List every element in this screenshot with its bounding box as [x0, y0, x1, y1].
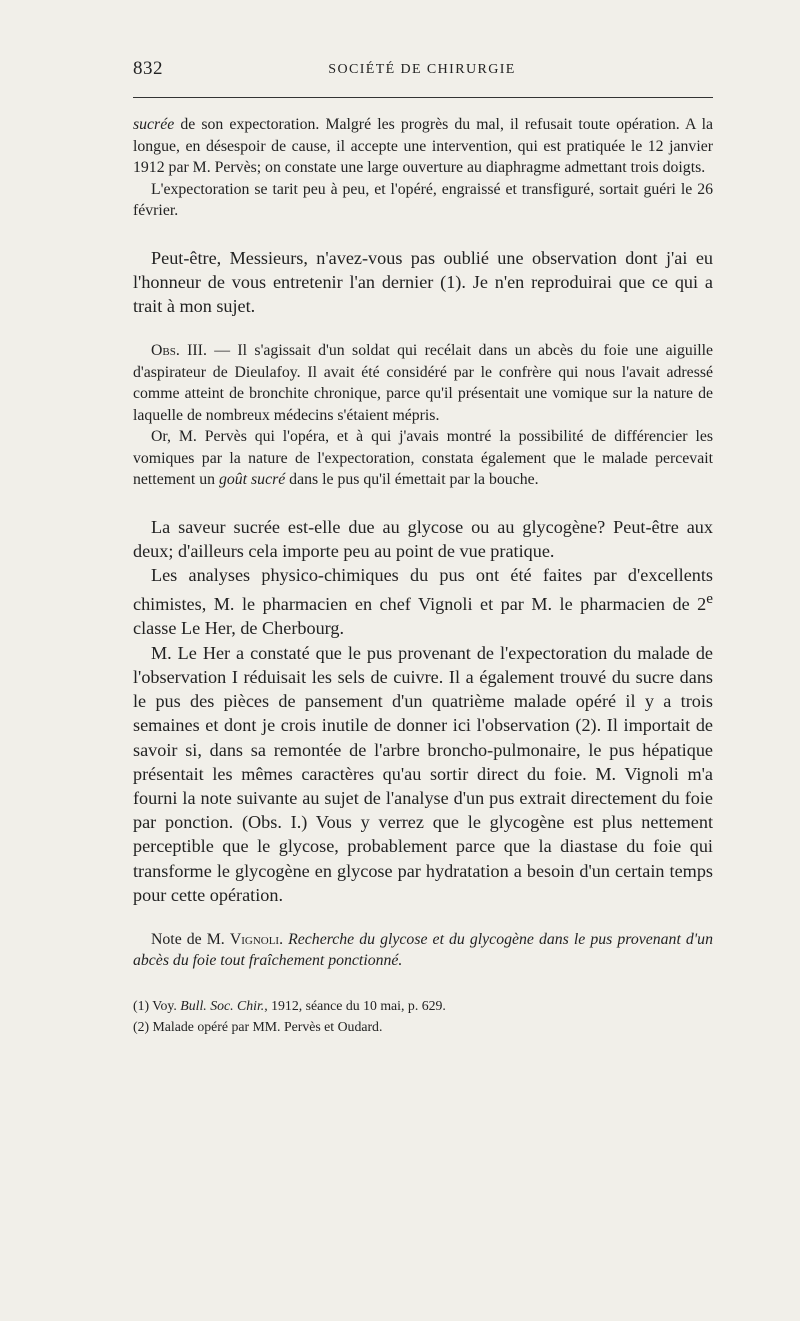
- italic-text: goût sucré: [218, 471, 286, 489]
- note-author: Vignoli: [229, 930, 280, 948]
- paragraph: [133, 114, 713, 179]
- main-text-block: [133, 515, 713, 907]
- paragraph: L'expectoration se tarit peu à peu, et l'opéré, engraissé et transfiguré, sortait guéri le 26 février.: [133, 180, 713, 219]
- paragraph-text: classe Le Her, de Cherbourg.: [133, 618, 345, 639]
- main-text-block: [133, 246, 713, 319]
- paragraph-text: Or, M. Pervès qui l'opéra, et à qui j'avais montré la possibilité de différencier les vomiques par la nature de l'expectoration, constata également que le malade percevait nettement un: [133, 428, 713, 489]
- paragraph: [133, 340, 713, 426]
- paragraph: [133, 563, 713, 641]
- paragraph-text: — Il s'agissait d'un soldat qui recélait dans un abcès du foie une aiguille d'aspirateur de Dieulafoy. Il avait été considéré par le confrère qui nous l'avait adressé comme atteint de bronchite chronique, parce qu'il présentait une vomique sur la nature de laquelle de nombreux médecins s'étaient mépris.: [133, 342, 713, 424]
- italic-text: sucrée: [133, 116, 175, 133]
- paragraph-text: Les analyses physico-chimiques du pus ont été faites par d'excellents chimistes, M. le pharmacien en chef Vignoli et par M. le pharmacien de 2: [133, 565, 713, 615]
- paragraph-text: dans le pus qu'il émettait par la bouche.: [285, 471, 539, 489]
- case-continuation: [133, 114, 713, 222]
- italic-text: Soc. Chir.: [210, 997, 265, 1013]
- page-number: 832: [133, 58, 163, 79]
- note-heading: [133, 929, 713, 972]
- page-body: [133, 114, 713, 1037]
- paragraph-text: de son expectoration. Malgré les progrès du mal, il refusait toute opération. A la longue, en désespoir de cause, il accepte une intervention, qui est pratiquée le 12 janvier 1912 par M. Pervès; on constate une large ouverture au diaphragme admettant trois doigts.: [133, 116, 713, 176]
- paragraph: La saveur sucrée est-elle due au glycose ou au glycogène? Peut-être aux deux; d'ailleurs cela importe peu au point de vue pratique.: [133, 516, 713, 561]
- note-title: Recherche du glycose et du glycogène dans le pus provenant d'un abcès du foie tout fraîchement ponctionné.: [133, 930, 713, 970]
- italic-text: Bull.: [180, 997, 207, 1013]
- note-separator: .: [279, 930, 289, 948]
- footnote-text: (1) Voy.: [133, 997, 181, 1013]
- footnote: (2) Malade opéré par MM. Pervès et Oudard.: [133, 1018, 383, 1034]
- paragraph: [133, 426, 713, 491]
- footnotes: [133, 995, 713, 1037]
- header-rule: [133, 97, 713, 98]
- observation-label: Obs. III.: [151, 342, 207, 360]
- paragraph: Peut-être, Messieurs, n'avez-vous pas oublié une observation dont j'ai eu l'honneur de vous entretenir l'an dernier (1). Je n'en reproduirai que ce qui a trait à mon sujet.: [133, 247, 713, 316]
- running-head: SOCIÉTÉ DE CHIRURGIE: [328, 62, 516, 77]
- superscript: e: [706, 590, 713, 608]
- note-heading-block: [133, 929, 713, 972]
- paragraph: M. Le Her a constaté que le pus provenant de l'expectoration du malade de l'observation I réduisait les sels de cuivre. Il a également trouvé du sucre dans le pus des pièces de pansement d'un quatrième malade opéré il y a trois semaines et dont je crois inutile de donner ici l'observation (2). Il importait de savoir si, dans sa remontée de l'arbre broncho-pulmonaire, le pus hépatique présentait les mêmes caractères qu'au sortir direct du foie. M. Vignoli m'a fourni la note suivante au sujet de l'analyse d'un pus extrait directement du foie par ponction. (Obs. I.) Vous y verrez que le glycogène est plus nettement perceptible que le glycose, probablement parce que la diastase du foie qui transforme le glycogène en glycose par hydratation a besoin d'un certain temps pour cette opération.: [133, 642, 713, 905]
- observation-block: [133, 340, 713, 491]
- footnote: [133, 995, 713, 1016]
- page-header: [133, 58, 711, 86]
- note-prefix: Note de M.: [151, 930, 230, 948]
- footnote-text: , 1912, séance du 10 mai, p. 629.: [264, 997, 446, 1013]
